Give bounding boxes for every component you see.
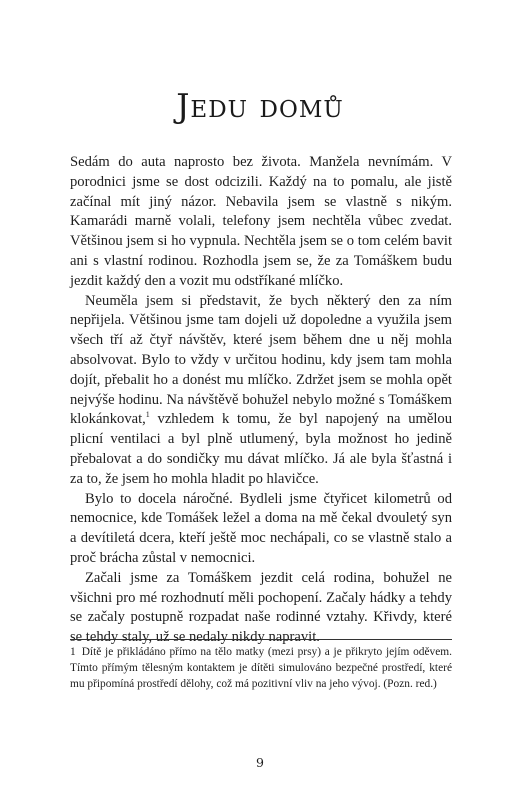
paragraph-1: Sedám do auta naprosto bez života. Manžela nevnímám. V porodnici jsme se dost odcizili. Každý na to pomalu, ale jistě začínal mít jiný názor. Nebavila jsem se vlastně s nikým. Kamarádi marně volali, telefony jsem nechtěla vůbec zvedat. Většinou jsem si ho vypnula. Nechtěla jsem se o tom celém bavit ani s vlastní rodinou. Rozhodla jsem se, že za Tomáškem budu jezdit každý den a vozit mu odstříkané mlíčko. xyxy=(70,154,452,289)
footnote-divider xyxy=(70,639,452,640)
body-text xyxy=(70,153,452,648)
paragraph-4: Začali jsme za Tomáškem jezdit celá rodina, bohužel ne všichni pro mé rozhodnutí měli pochopení. Začaly hádky a tehdy se začaly postupně rozpadat naše rodinné vztahy. Křivdy, které se tehdy staly, už se nedaly nikdy napravit. xyxy=(70,569,452,646)
paragraph-3: Bylo to docela náročné. Bydleli jsme čtyřicet kilometrů od nemocnice, kde Tomášek ležel a doma na mě čekal dvouletý syn a devítiletá dcera, kteří ještě moc nechápali, co se vlastně stalo a proč brácha zůstal v nemocnici. xyxy=(70,490,452,566)
paragraph-2-text-b: vzhledem k tomu, že byl napojený na umělou plicní ventilaci a byl plně utlumený, byla možnost ho jedině přebalovat a do sondičky mu dávat mlíčko. Já ale byla šťastná i za to, že jsem ho mohla hladit po hlavičce. xyxy=(70,411,452,487)
chapter-title: Jedu domů xyxy=(176,86,344,125)
footnote-text: Dítě je přikládáno přímo na tělo matky (mezi prsy) a je přikryto jejím oděvem. Tímto přímým tělesným kontaktem je dítěti simulováno bezpečné prostředí, které mu připomíná prostředí dělohy, což má pozitivní vliv na jeho vývoj. (Pozn. red.) xyxy=(70,646,452,691)
footnote-reference: 1 xyxy=(145,410,150,420)
paragraph-2-text-a: Neuměla jsem si představit, že bych některý den za ním nepřijela. Většinou jsme tam dojeli už dopoledne a využila jsem všech tří až čtyř návštěv, které jsem během dne u něj mohla absolvovat. Bylo to vždy v určitou hodinu, kdy jsem tam mohla dojít, přebalit ho a donést mu mlíčko. Zdržet jsem se mohla opět nejvýše hodinu. Na návštěvě bohužel nebylo možné s Tomáškem klokánkovat, xyxy=(70,292,452,428)
footnote xyxy=(70,644,452,693)
footnote-number: 1 xyxy=(70,646,76,658)
paragraph-2 xyxy=(70,292,452,490)
page-number: 9 xyxy=(256,755,264,770)
